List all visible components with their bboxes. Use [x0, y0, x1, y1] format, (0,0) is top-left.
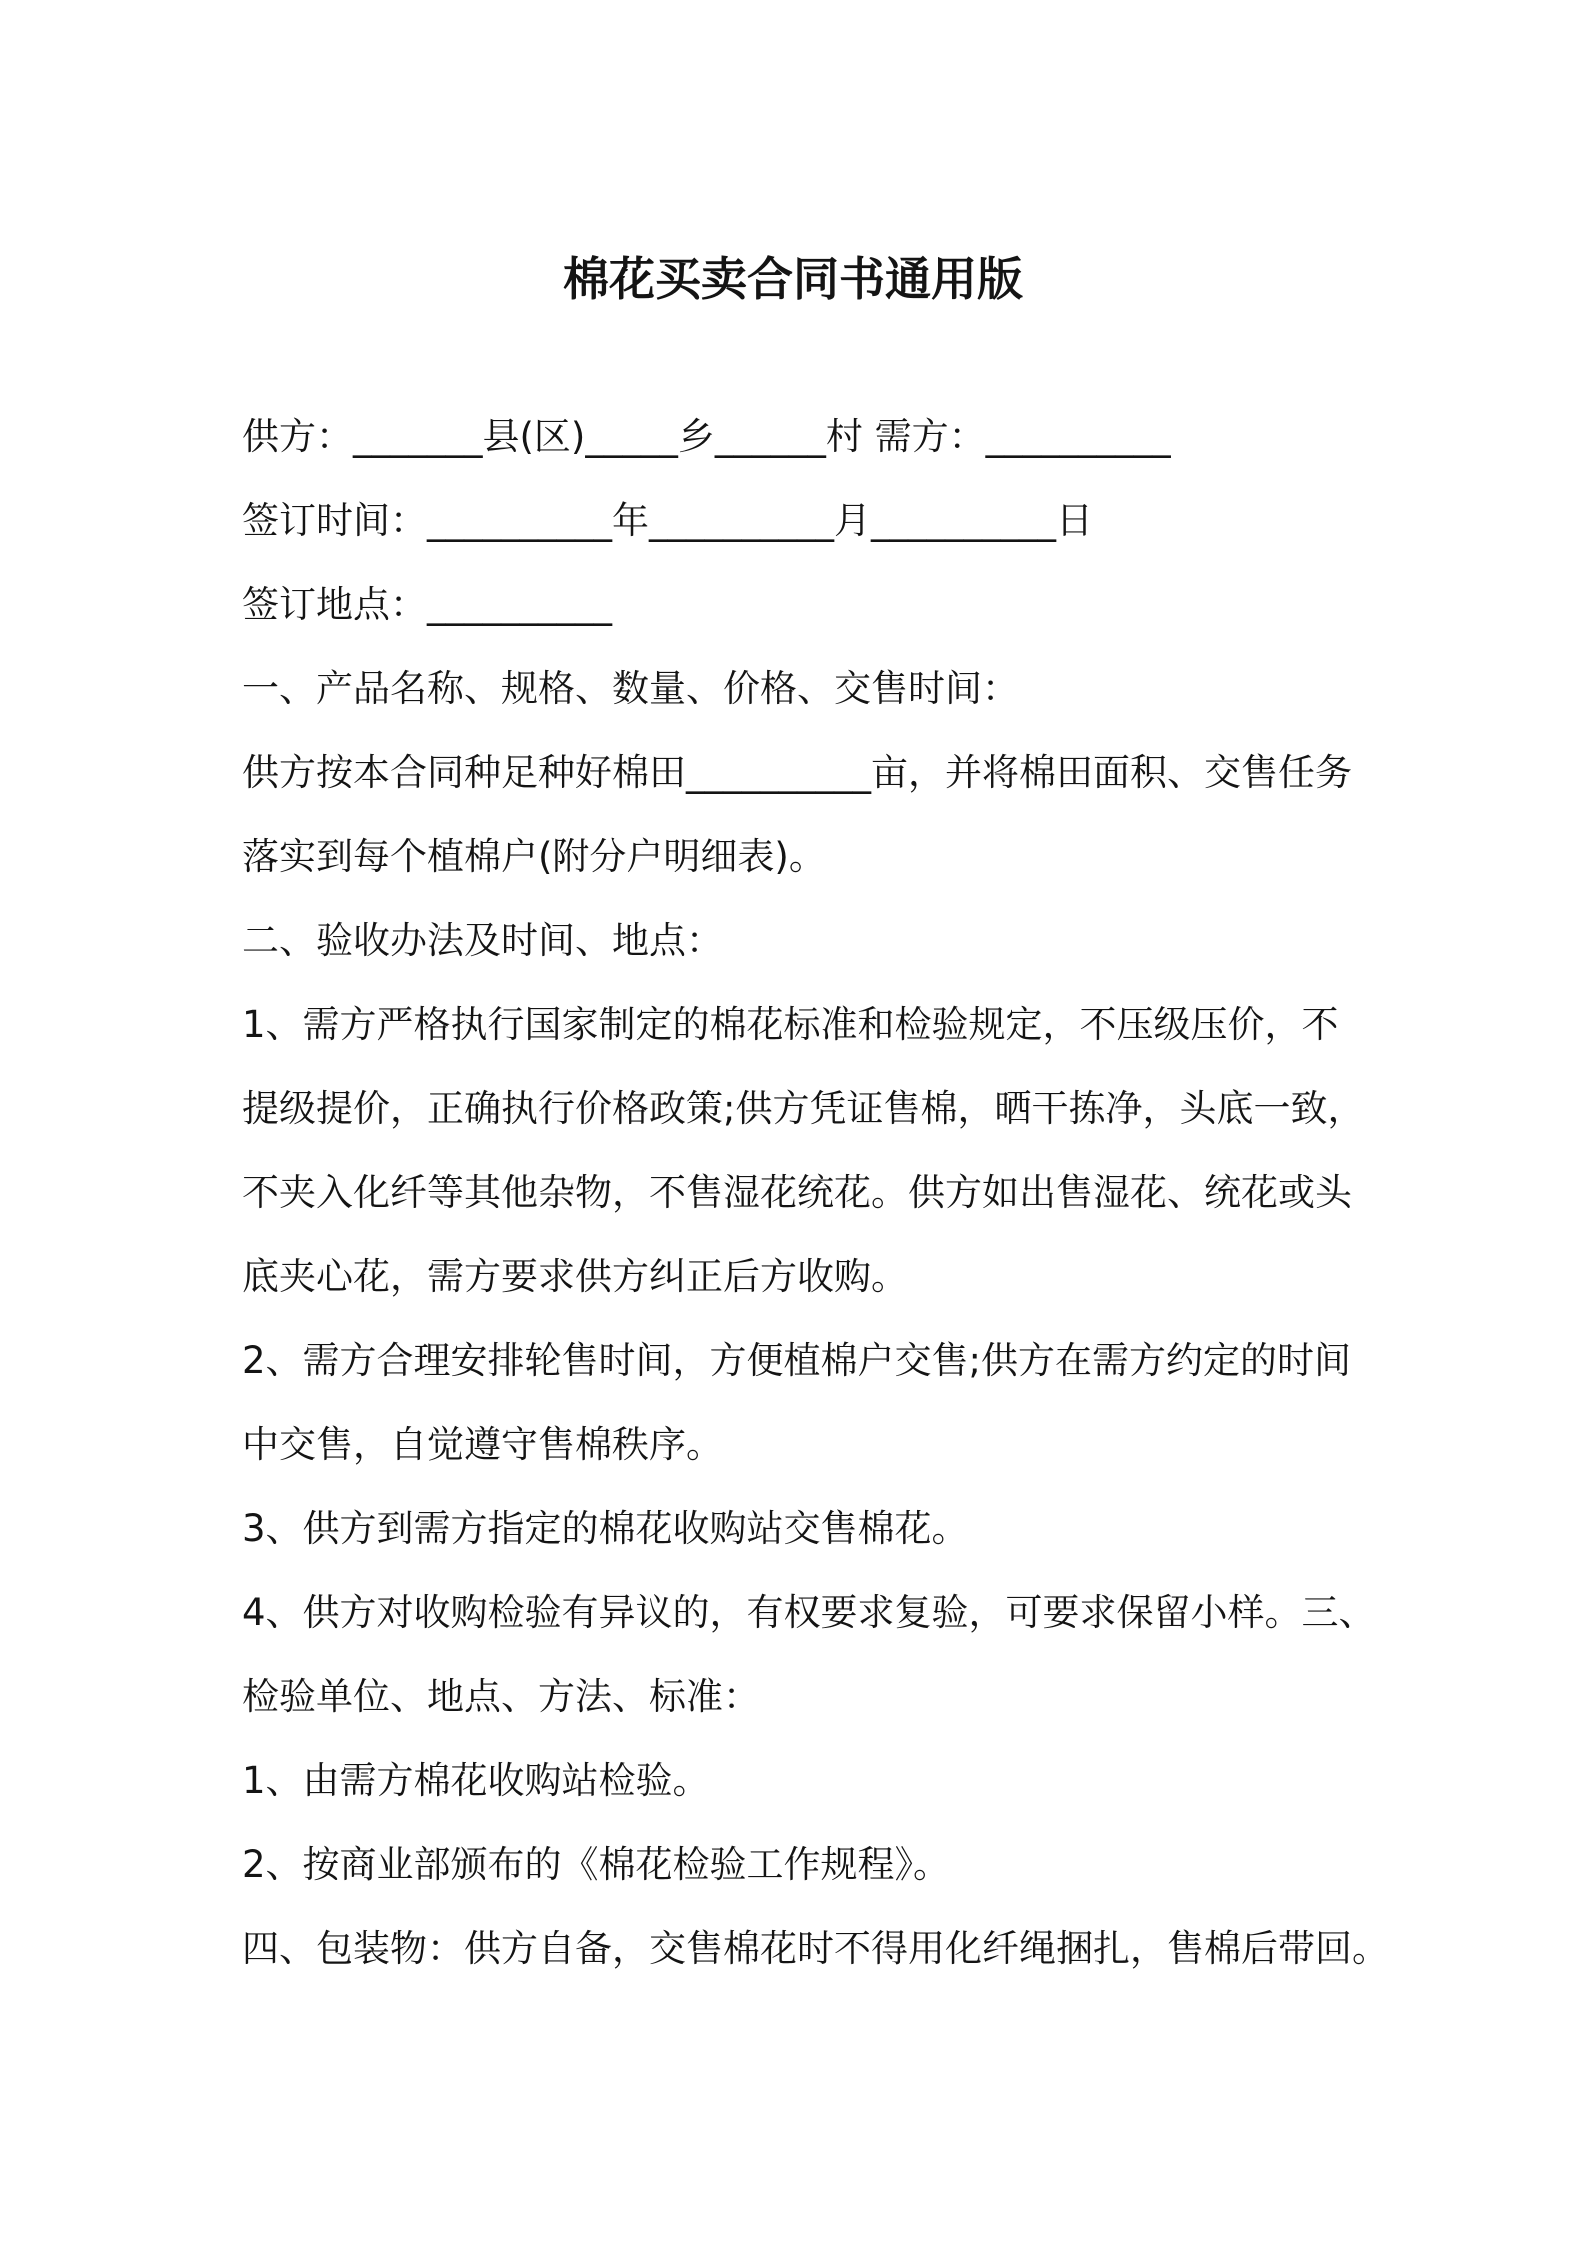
clause-2-1: 1、需方严格执行国家制定的棉花标准和检验规定，不压级压价，不 — [242, 1003, 1339, 1046]
clause-2-1-continued: 不夹入化纤等其他杂物，不售湿花统花。供方如出售湿花、统花或头 — [242, 1171, 1352, 1214]
section-1-text-continued: 落实到每个植棉户(附分户明细表)。 — [242, 835, 826, 878]
clause-2-2: 2、需方合理安排轮售时间，方便植棉户交售;供方在需方约定的时间 — [242, 1339, 1352, 1382]
supplier-location-line: 供方：_______县(区)_____乡______村 需方：__________ — [242, 415, 1171, 458]
section-2-heading: 二、验收办法及时间、地点： — [242, 919, 723, 962]
document-title: 棉花买卖合同书通用版 — [563, 251, 1023, 306]
clause-3-1: 1、由需方棉花收购站检验。 — [242, 1759, 710, 1802]
clause-2-4: 4、供方对收购检验有异议的，有权要求复验，可要求保留小样。三、 — [242, 1591, 1376, 1634]
clause-2-1-continued: 底夹心花，需方要求供方纠正后方收购。 — [242, 1255, 908, 1298]
clause-2-2-continued: 中交售，自觉遵守售棉秩序。 — [242, 1423, 723, 1466]
section-4-packaging: 四、包装物：供方自备，交售棉花时不得用化纤绳捆扎，售棉后带回。 — [242, 1927, 1389, 1970]
clause-2-1-continued: 提级提价，正确执行价格政策;供方凭证售棉，晒干拣净，头底一致， — [242, 1087, 1365, 1130]
section-1-heading: 一、产品名称、规格、数量、价格、交售时间： — [242, 667, 1019, 710]
section-3-heading: 检验单位、地点、方法、标准： — [242, 1675, 760, 1718]
document-body — [242, 395, 1442, 1991]
section-1-text: 供方按本合同种足种好棉田__________亩，并将棉田面积、交售任务 — [242, 751, 1352, 794]
signing-place-line: 签订地点：__________ — [242, 583, 612, 626]
clause-2-3: 3、供方到需方指定的棉花收购站交售棉花。 — [242, 1507, 969, 1550]
clause-3-2: 2、按商业部颁布的《棉花检验工作规程》。 — [242, 1843, 951, 1886]
signing-date-line: 签订时间：__________年__________月__________日 — [242, 499, 1093, 542]
